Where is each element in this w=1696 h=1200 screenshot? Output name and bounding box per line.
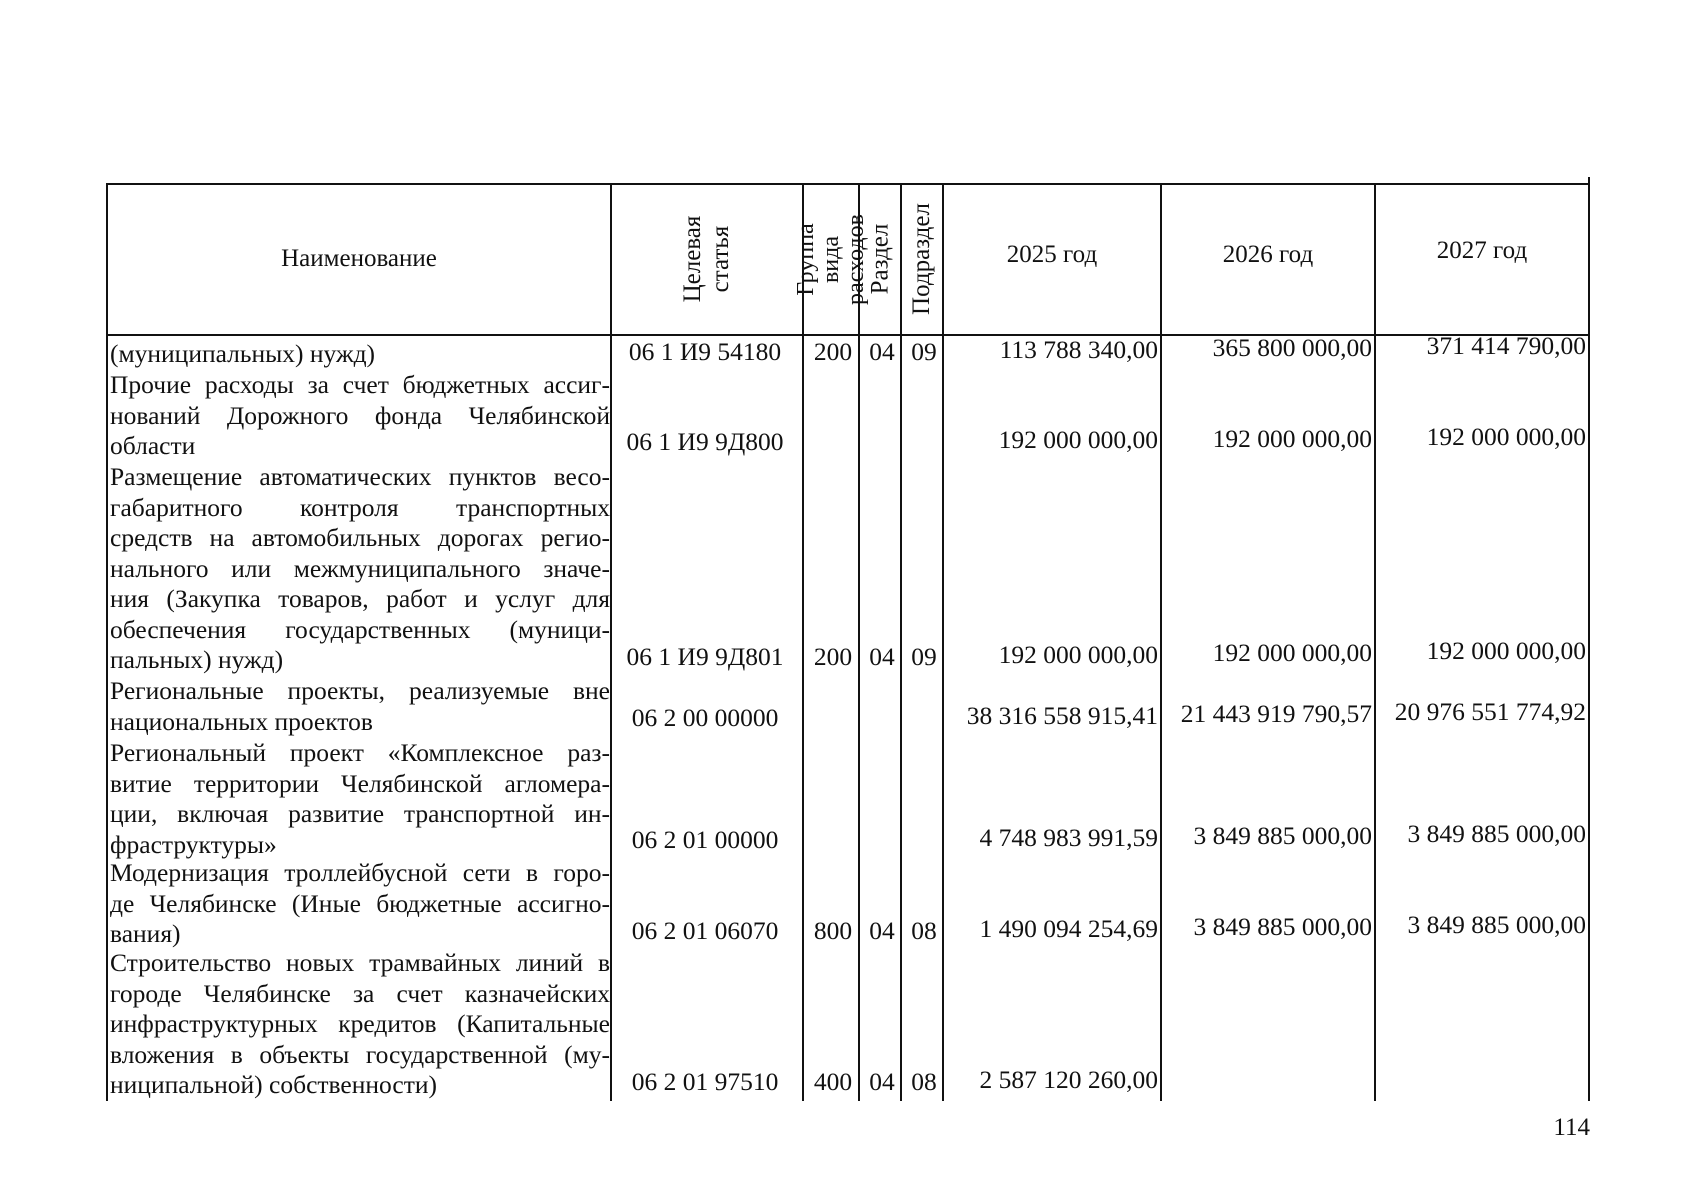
row-2-2027: 192 000 000,00	[1426, 636, 1586, 665]
col-rule-8	[1588, 177, 1590, 1101]
row-2-2026: 192 000 000,00	[1212, 638, 1372, 667]
row-6-name-line: ниципальной) собственности)	[110, 1070, 438, 1099]
row-4-name-line: Региональный проект «Комплексное раз-	[110, 738, 610, 767]
row-2-2025: 192 000 000,00	[998, 640, 1158, 669]
row-0-2025: 113 788 340,00	[999, 335, 1158, 364]
row-5-code: 06 2 01 06070	[631, 916, 779, 945]
row-5-name-line: Модернизация троллейбусной сети в горо-	[110, 858, 610, 887]
row-6-name	[110, 948, 610, 1101]
header-name: Наименование	[281, 245, 437, 272]
row-2-name-line: ния (Закупка товаров, работ и услуг для	[110, 584, 610, 613]
row-5-section: 04	[869, 916, 895, 945]
row-4-2026: 3 849 885 000,00	[1193, 821, 1372, 850]
row-2-name-line: нального или межмуниципального значе-	[110, 553, 610, 583]
row-1-name-line: Прочие расходы за счет бюджетных ассиг-	[110, 370, 610, 399]
header-section-cell	[860, 185, 900, 333]
header-2025: 2025 год	[1006, 241, 1098, 268]
page-number: 114	[1553, 1114, 1590, 1141]
row-5-name	[110, 858, 610, 950]
row-3-2025: 38 316 558 915,41	[966, 701, 1158, 730]
header-subsection: Подраздел	[908, 203, 935, 315]
row-4-2027: 3 849 885 000,00	[1407, 819, 1586, 848]
row-3-2027: 20 976 551 774,92	[1394, 697, 1586, 726]
row-4-name	[110, 738, 610, 860]
row-1-code: 06 1 И9 9Д800	[626, 427, 784, 456]
header-2027: 2027 год	[1436, 237, 1528, 264]
row-5-name-line: вания)	[110, 919, 181, 948]
header-target-cell	[612, 185, 802, 333]
row-2-name-line: средств на автомобильных дорогах регио-	[110, 523, 610, 552]
row-3-name-line: национальных проектов	[110, 706, 373, 736]
row-6-2025: 2 587 120 260,00	[979, 1065, 1158, 1094]
row-1-2026: 192 000 000,00	[1212, 424, 1372, 453]
row-3-code: 06 2 00 00000	[631, 703, 779, 732]
row-2-subsection: 09	[911, 642, 937, 671]
row-3-2026: 21 443 919 790,57	[1180, 699, 1372, 728]
row-4-name-line: ции, включая развитие транспортной ин-	[110, 799, 610, 828]
row-4-2025: 4 748 983 991,59	[979, 823, 1158, 852]
row-2-name-line: обеспечения государственных (муници-	[110, 614, 610, 644]
row-0-name-line: (муниципальных) нужд)	[110, 339, 376, 368]
header-group-cell	[792, 185, 869, 333]
row-5-name-line: де Челябинске (Иные бюджетные ассигно-	[110, 888, 610, 918]
row-0-code: 06 1 И9 54180	[628, 337, 782, 366]
row-4-name-line: фраструктуры»	[110, 829, 277, 859]
row-1-2027: 192 000 000,00	[1426, 422, 1586, 451]
header-2026: 2026 год	[1222, 241, 1314, 268]
row-2-section: 04	[869, 642, 895, 671]
row-5-2027: 3 849 885 000,00	[1407, 910, 1586, 939]
row-6-section: 04	[869, 1067, 895, 1096]
row-6-name-line: Строительство новых трамвайных линий в	[110, 948, 610, 977]
header-group: Группа вида расходов	[792, 213, 869, 305]
row-0-section: 04	[869, 337, 895, 366]
row-0-2027: 371 414 790,00	[1426, 331, 1586, 360]
row-6-group: 400	[813, 1067, 853, 1096]
row-2-name	[110, 462, 610, 676]
header-target: Целевая статья	[679, 215, 734, 303]
header-subsection-cell	[902, 185, 942, 333]
row-2-group: 200	[813, 642, 853, 671]
row-5-subsection: 08	[911, 916, 937, 945]
row-4-code: 06 2 01 00000	[631, 825, 779, 854]
row-6-subsection: 08	[911, 1067, 937, 1096]
row-3-name-line: Региональные проекты, реализуемые вне	[110, 676, 610, 705]
row-2-name-line: пальных) нужд)	[110, 645, 284, 674]
row-3-name	[110, 676, 610, 737]
row-6-name-line: инфраструктурных кредитов (Капитальные	[110, 1009, 610, 1038]
row-6-name-line: городе Челябинске за счет казначейских	[110, 978, 610, 1008]
row-5-2025: 1 490 094 254,69	[979, 914, 1158, 943]
row-5-group: 800	[813, 916, 853, 945]
row-0-name	[110, 339, 610, 370]
row-5-2026: 3 849 885 000,00	[1193, 912, 1372, 941]
row-2-code: 06 1 И9 9Д801	[626, 642, 784, 671]
row-6-code: 06 2 01 97510	[631, 1067, 779, 1096]
row-1-name	[110, 370, 610, 462]
header-section: Раздел	[866, 223, 893, 295]
row-2-name-line: габаритного контроля транспортных	[110, 492, 610, 522]
row-6-name-line: вложения в объекты государственной (му-	[110, 1039, 610, 1069]
row-1-name-line: нований Дорожного фонда Челябинской	[110, 400, 610, 430]
row-0-subsection: 09	[911, 337, 937, 366]
row-1-name-line: области	[110, 431, 196, 460]
row-2-name-line: Размещение автоматических пунктов весо-	[110, 462, 610, 491]
row-1-2025: 192 000 000,00	[998, 425, 1158, 454]
row-0-group: 200	[813, 337, 853, 366]
row-4-name-line: витие территории Челябинской агломера-	[110, 768, 610, 798]
row-0-2026: 365 800 000,00	[1212, 333, 1372, 362]
